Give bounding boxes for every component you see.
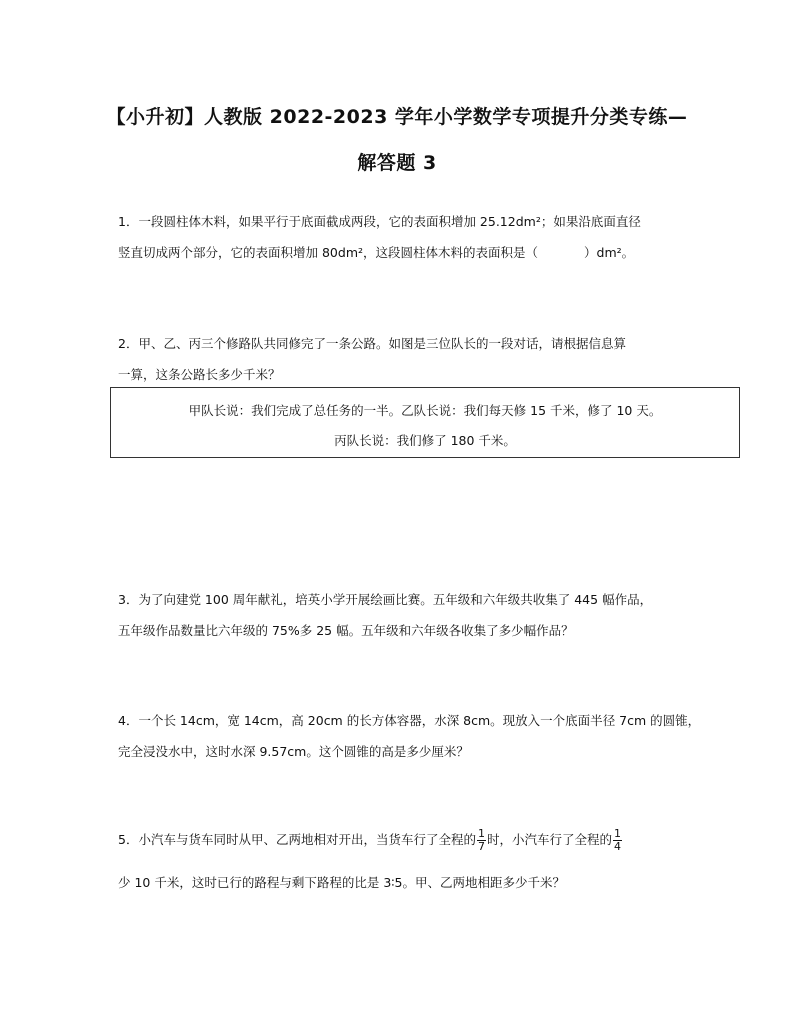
- question-1-line-2-text-a: 竖直切成两个部分，它的表面积增加 80dm²，这段圆柱体木料的表面积是（: [118, 245, 539, 260]
- question-5-line-2: 少 10 千米，这时已行的路程与剩下路程的比是 3∶5。甲、乙两地相距多少千米？: [118, 875, 565, 890]
- question-5-line-1-text-a: 5．小汽车与货车同时从甲、乙两地相对开出，当货车行了全程的: [118, 832, 476, 847]
- question-5-line-1: [118, 828, 623, 853]
- question-5-line-1-text-b: 时，小汽车行了全程的: [486, 832, 612, 847]
- question-2-line-1: 2．甲、乙、丙三个修路队共同修完了一条公路。如图是三位队长的一段对话，请根据信息算: [118, 336, 626, 351]
- document-title-line-1: 【小升初】人教版 2022-2023 学年小学数学专项提升分类专练—: [106, 106, 688, 128]
- question-2-line-2: 一算，这条公路长多少千米？: [118, 367, 281, 382]
- question-4-line-1: 4．一个长 14cm，宽 14cm，高 20cm 的长方体容器，水深 8cm。现放入一个底面半径 7cm 的圆锥，: [118, 713, 701, 728]
- question-1-line-2-text-b: ）dm²。: [584, 245, 635, 260]
- dialogue-box: [110, 387, 740, 458]
- question-3-line-1: 3．为了向建党 100 周年献礼，培英小学开展绘画比赛。五年级和六年级共收集了 445 幅作品，: [118, 592, 653, 607]
- document-title-line-2: 解答题 3: [357, 152, 437, 174]
- question-1-line-2: [118, 243, 634, 261]
- fraction-2-denominator: 4: [613, 840, 621, 853]
- fraction-one-quarter: [613, 828, 622, 853]
- fraction-1-numerator: 1: [477, 827, 485, 840]
- question-1-line-1: 1．一段圆柱体木料，如果平行于底面截成两段，它的表面积增加 25.12dm²；如果沿底面直径: [118, 214, 641, 229]
- fraction-1-denominator: 7: [477, 840, 485, 853]
- fraction-2-numerator: 1: [613, 827, 621, 840]
- question-4-line-2: 完全浸没水中，这时水深 9.57cm。这个圆锥的高是多少厘米？: [118, 744, 469, 759]
- question-3-line-2: 五年级作品数量比六年级的 75%多 25 幅。五年级和六年级各收集了多少幅作品？: [118, 623, 574, 638]
- dialogue-line-1: 甲队长说：我们完成了总任务的一半。乙队长说：我们每天修 15 千米，修了 10 天。: [188, 403, 662, 418]
- fraction-one-seventh: [477, 828, 486, 853]
- dialogue-line-2: 丙队长说：我们修了 180 千米。: [334, 433, 516, 448]
